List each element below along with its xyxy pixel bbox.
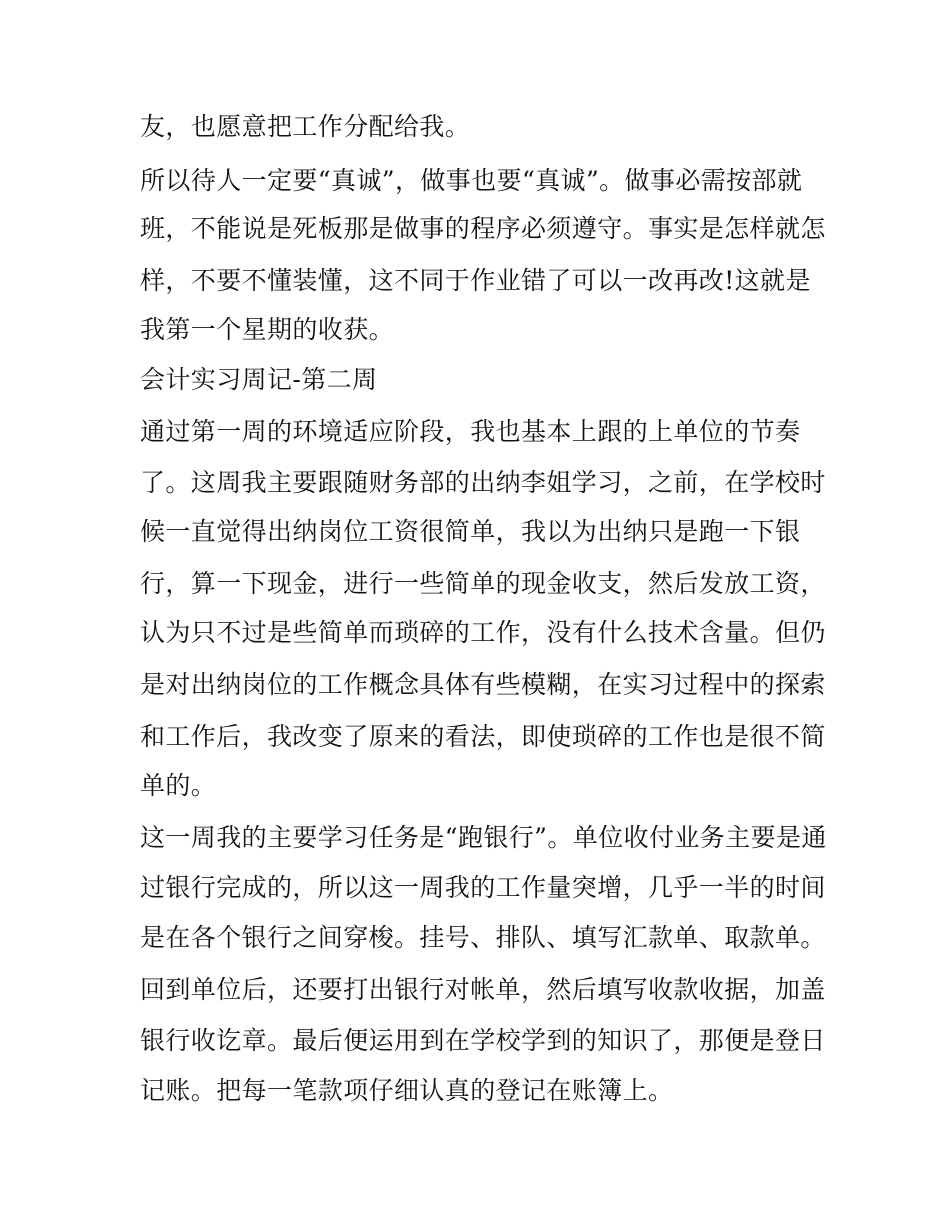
text-line: 了。这周我主要跟随财务部的出纳李姐学习，之前，在学校时: [140, 468, 826, 497]
text-line: 所以待人一定要“真诚”，做事也要“真诚”。做事必需按部就: [140, 166, 803, 195]
text-line: 银行收讫章。最后便运用到在学校学到的知识了，那便是登日: [140, 1026, 826, 1055]
text-line: 候一直觉得出纳岗位工资很简单，我以为出纳只是跑一下银: [140, 517, 801, 546]
text-line: 单的。: [140, 771, 217, 800]
text-line: 班，不能说是死板那是做事的程序必须遵守。事实是怎样就怎: [140, 214, 826, 243]
text-line: 是在各个银行之间穿梭。挂号、排队、填写汇款单、取款单。: [140, 923, 826, 952]
text-line: 过银行完成的，所以这一周我的工作量突增，几乎一半的时间: [140, 873, 826, 902]
text-line: 我第一个星期的收获。: [140, 315, 395, 344]
section-heading: 会计实习周记-第二周: [140, 365, 378, 394]
text-line: 通过第一周的环境适应阶段，我也基本上跟的上单位的节奏: [140, 417, 801, 446]
text-line: 记账。把每一笔款项仔细认真的登记在账簿上。: [140, 1076, 674, 1105]
text-line: 行，算一下现金，进行一些简单的现金收支，然后发放工资，: [140, 569, 826, 598]
text-line: 这一周我的主要学习任务是“跑银行”。单位收付业务主要是通: [140, 823, 827, 852]
text-line: 是对出纳岗位的工作概念具体有些模糊，在实习过程中的探索: [140, 670, 826, 699]
text-line: 样，不要不懂装懂，这不同于作业错了可以一改再改!这就是: [140, 266, 811, 295]
text-line: 认为只不过是些简单而琐碎的工作，没有什么技术含量。但仍: [140, 618, 826, 647]
text-line: 和工作后，我改变了原来的看法，即使琐碎的工作也是很不简: [140, 722, 826, 751]
text-line: 回到单位后，还要打出银行对帐单，然后填写收款收据，加盖: [140, 975, 826, 1004]
text-line: 友，也愿意把工作分配给我。: [140, 112, 471, 141]
